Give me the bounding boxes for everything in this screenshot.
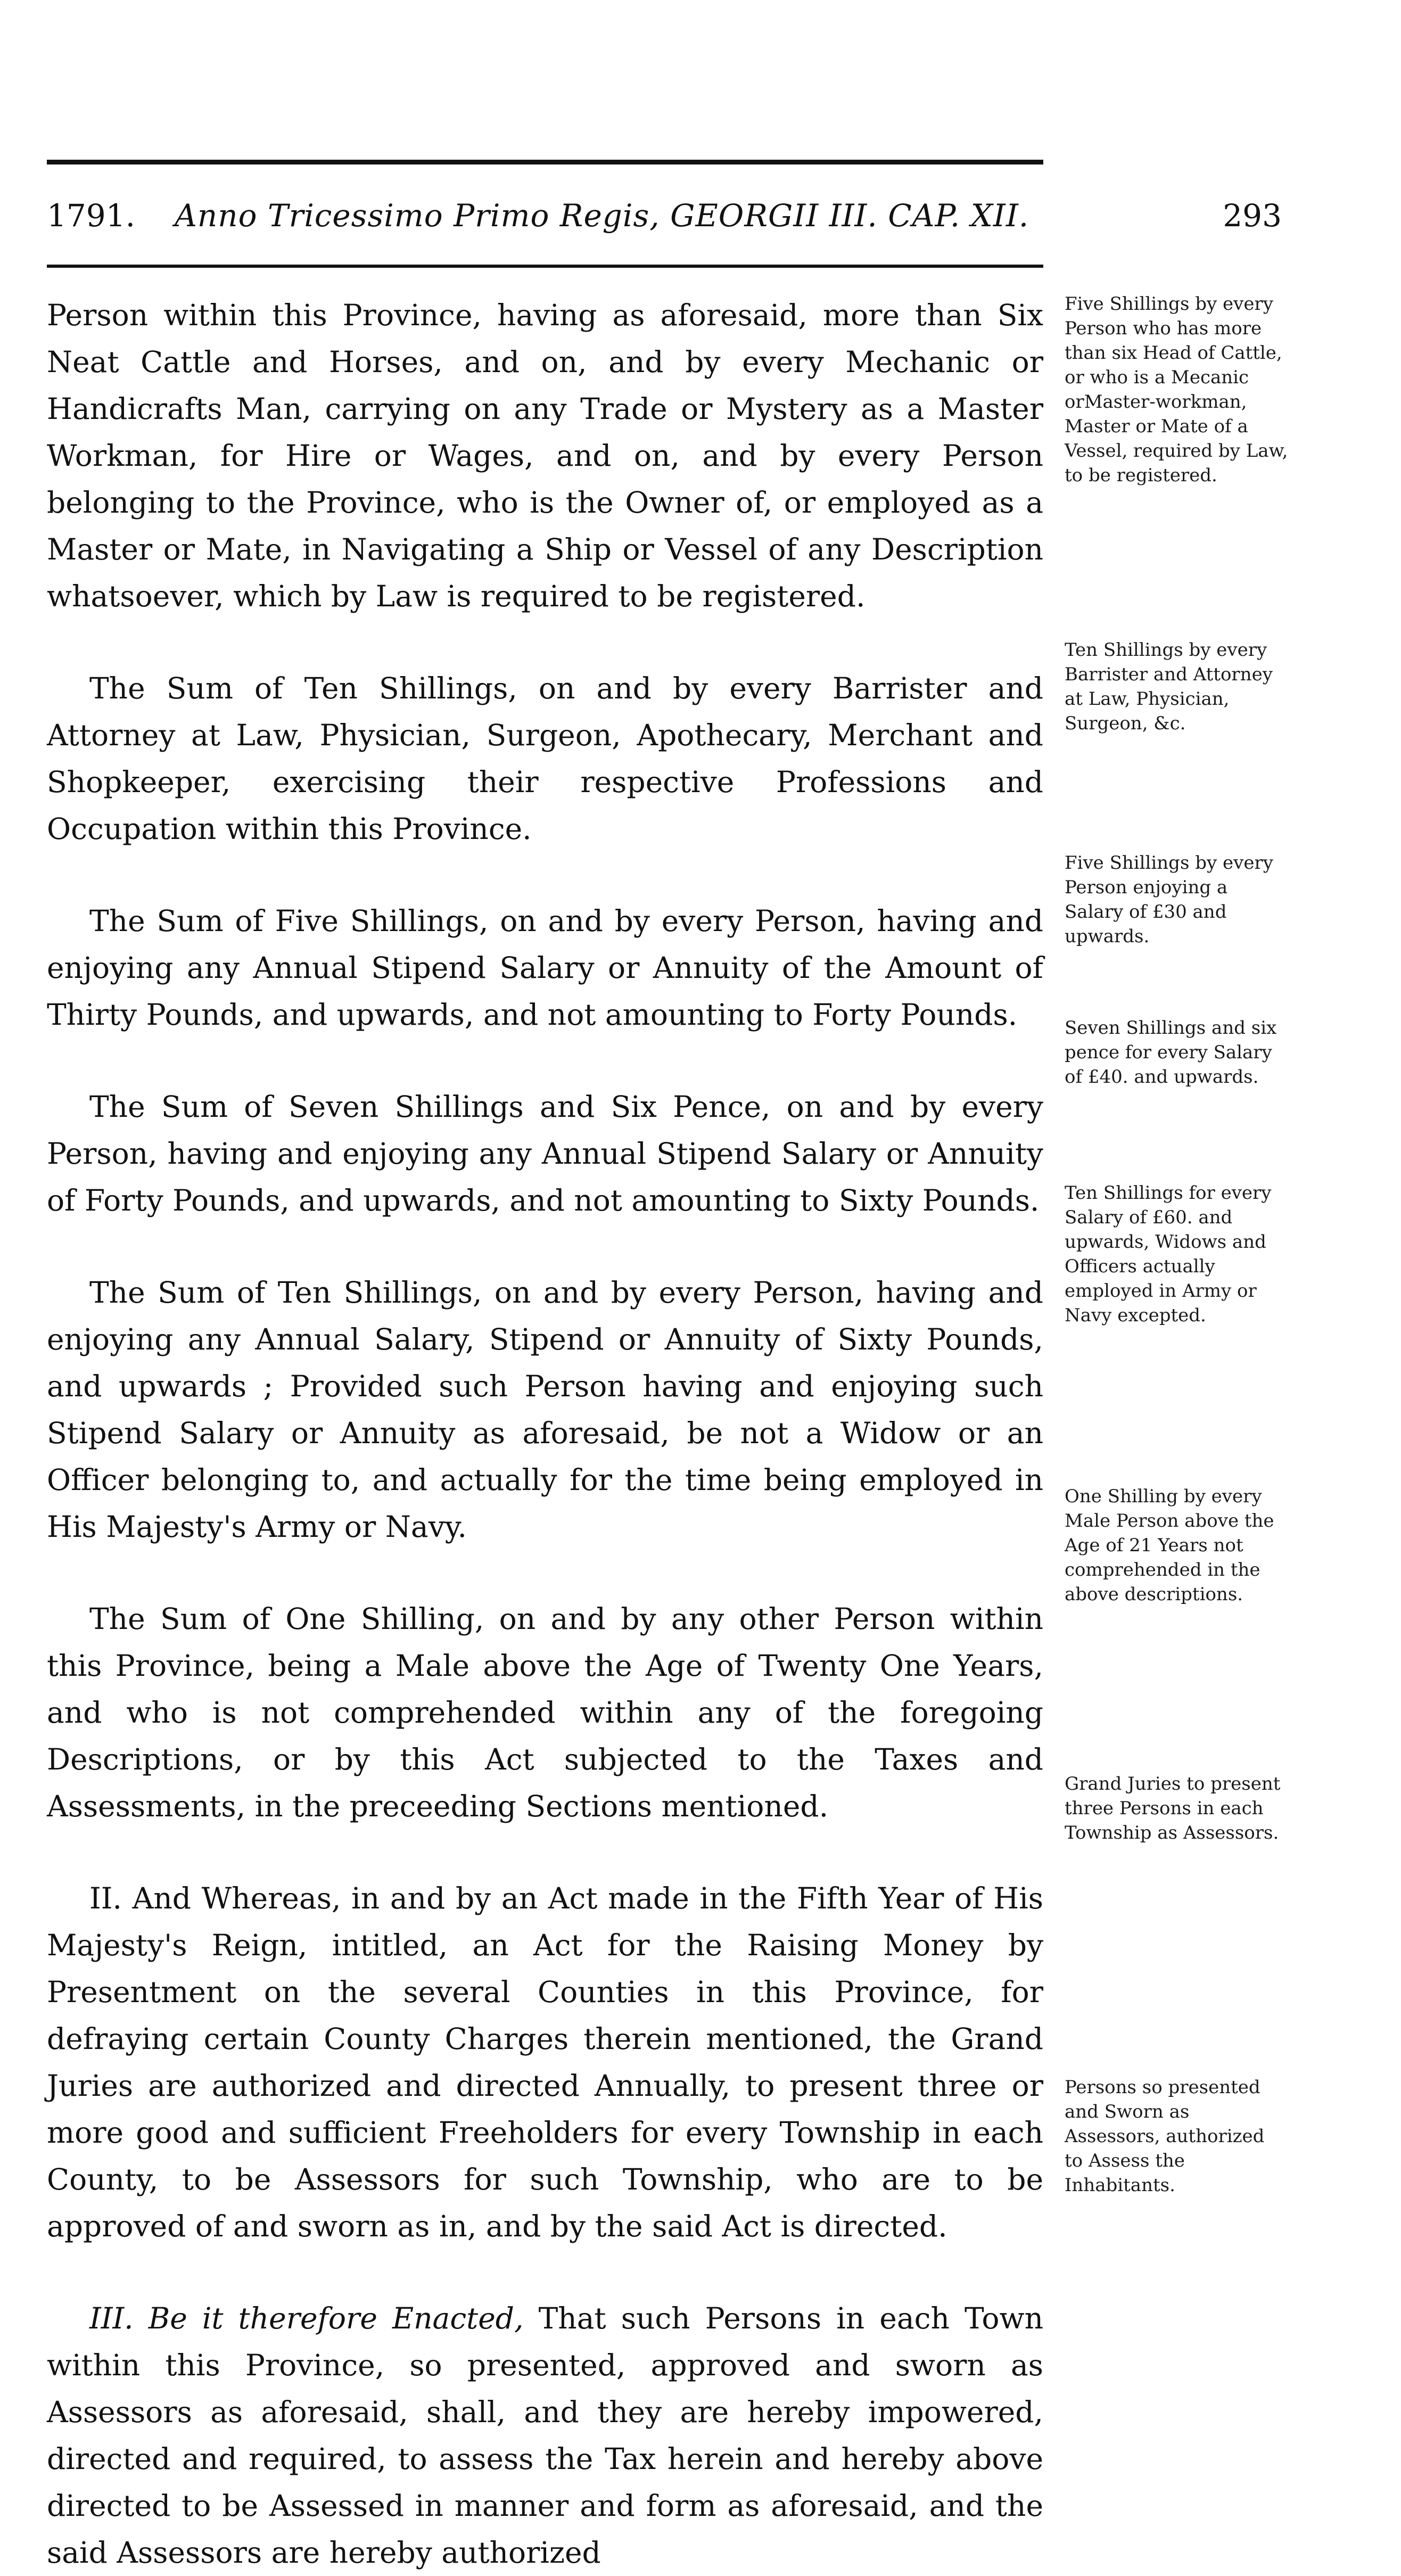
paragraph-thirty-pounds: The Sum of Five Shillings, on and by every Person, having and enjoying any Annual Stipend Salary or Annuity of the Amount of Thirty Pounds, and upwards, and not amounting to Forty Pounds.	[47, 904, 1043, 1032]
paragraph-section-ii: II. And Whereas, in and by an Act made in the Fifth Year of His Majesty's Reign, intitled, an Act for the Raising Money by Presentment on the several Counties in this Province, for defraying certain County Charges therein mentioned, the Grand Juries are authorized and directed Annually, to present three or more good and sufficient Freeholders for every Township in each County, to be Assessors for such Township, who are to be approved of and sworn as in, and by the said Act is directed.	[47, 1881, 1043, 2243]
header-rule	[47, 265, 1043, 268]
marginal-note-salary-40: Seven Shillings and six pence for every Salary of £40. and upwards.	[1065, 1017, 1277, 1088]
marginal-note-ten-shillings-barristers: Ten Shillings by every Barrister and Attorney at Law, Physician, Surgeon, &c.	[1065, 639, 1273, 734]
paragraph-section-iii	[47, 2295, 1043, 2576]
paragraph-one-shilling: The Sum of One Shilling, on and by any other Person within this Province, being a Male above the Age of Twenty One Years, and who is not comprehended within any of the foregoing Descriptions, or by this Act subjected to the Taxes and Assessments, in the preceeding Sections mentioned.	[47, 1602, 1043, 1823]
paragraph-forty-pounds: The Sum of Seven Shillings and Six Pence, on and by every Person, having and enjoying any Annual Stipend Salary or Annuity of Forty Pounds, and upwards, and not amounting to Sixty Pounds.	[47, 1090, 1043, 1217]
top-rule	[47, 160, 1043, 164]
marginal-note-five-shillings-cattle: Five Shillings by every Person who has more than six Head of Cattle, or who is a Mecanic orMaster-workman, Master or Mate of a Vessel, required by Law, to be registered.	[1065, 293, 1288, 486]
paragraph-cattle-mechanics: Person within this Province, having as aforesaid, more than Six Neat Cattle and Horses, and on, and by every Mechanic or Handicrafts Man, carrying on any Trade or Mystery as a Master Workman, for Hire or Wages, and on, and by every Person belonging to the Province, who is the Owner of, or employed as a Master or Mate, in Navigating a Ship or Vessel of any Description whatsoever, which by Law is required to be registered.	[47, 298, 1043, 613]
running-head	[47, 184, 1282, 248]
page-number: 293	[1223, 197, 1282, 234]
paragraph-sixty-pounds: The Sum of Ten Shillings, on and by every Person, having and enjoying any Annual Salary, Stipend or Annuity of Sixty Pounds, and upwards ; Provided such Person having and enjoying such Stipend Salary or Annuity as aforesaid, be not a Widow or an Officer belonging to, and actually for the time being employed in His Majesty's Army or Navy.	[47, 1275, 1043, 1544]
section-iii-enacting-words: III. Be it therefore Enacted,	[89, 2301, 524, 2335]
running-head-title: Anno Tricessimo Primo Regis, GEORGII III. CAP. XII.	[175, 197, 1029, 234]
marginal-note-assessors: Persons so presented and Sworn as Assessors, authorized to Assess the Inhabitants.	[1065, 2077, 1265, 2196]
marginal-note-salary-60: Ten Shillings for every Salary of £60. and upwards, Widows and Officers actually employed in Army or Navy excepted.	[1065, 1182, 1272, 1326]
marginal-note-one-shilling: One Shilling by every Male Person above the Age of 21 Years not comprehended in the above descriptions.	[1065, 1486, 1274, 1605]
running-head-year: 1791.	[47, 197, 136, 234]
marginal-note-salary-30: Five Shillings by every Person enjoying a Salary of £30 and upwards.	[1065, 852, 1273, 947]
body-text	[47, 292, 1043, 2576]
paragraph-barristers: The Sum of Ten Shillings, on and by every Barrister and Attorney at Law, Physician, Surgeon, Apothecary, Merchant and Shopkeeper, exercising their respective Professions and Occupation within this Province.	[47, 671, 1043, 846]
section-iii-text: That such Persons in each Town within this Province, so presented, approved and sworn as Assessors as aforesaid, shall, and they are hereby impowered, directed and required, to assess the Tax herein and hereby above directed to be Assessed in manner and form as aforesaid, and the said Assessors are hereby authorized	[47, 2301, 1044, 2570]
marginal-note-grand-juries: Grand Juries to present three Persons in each Township as Assessors.	[1065, 1773, 1281, 1843]
